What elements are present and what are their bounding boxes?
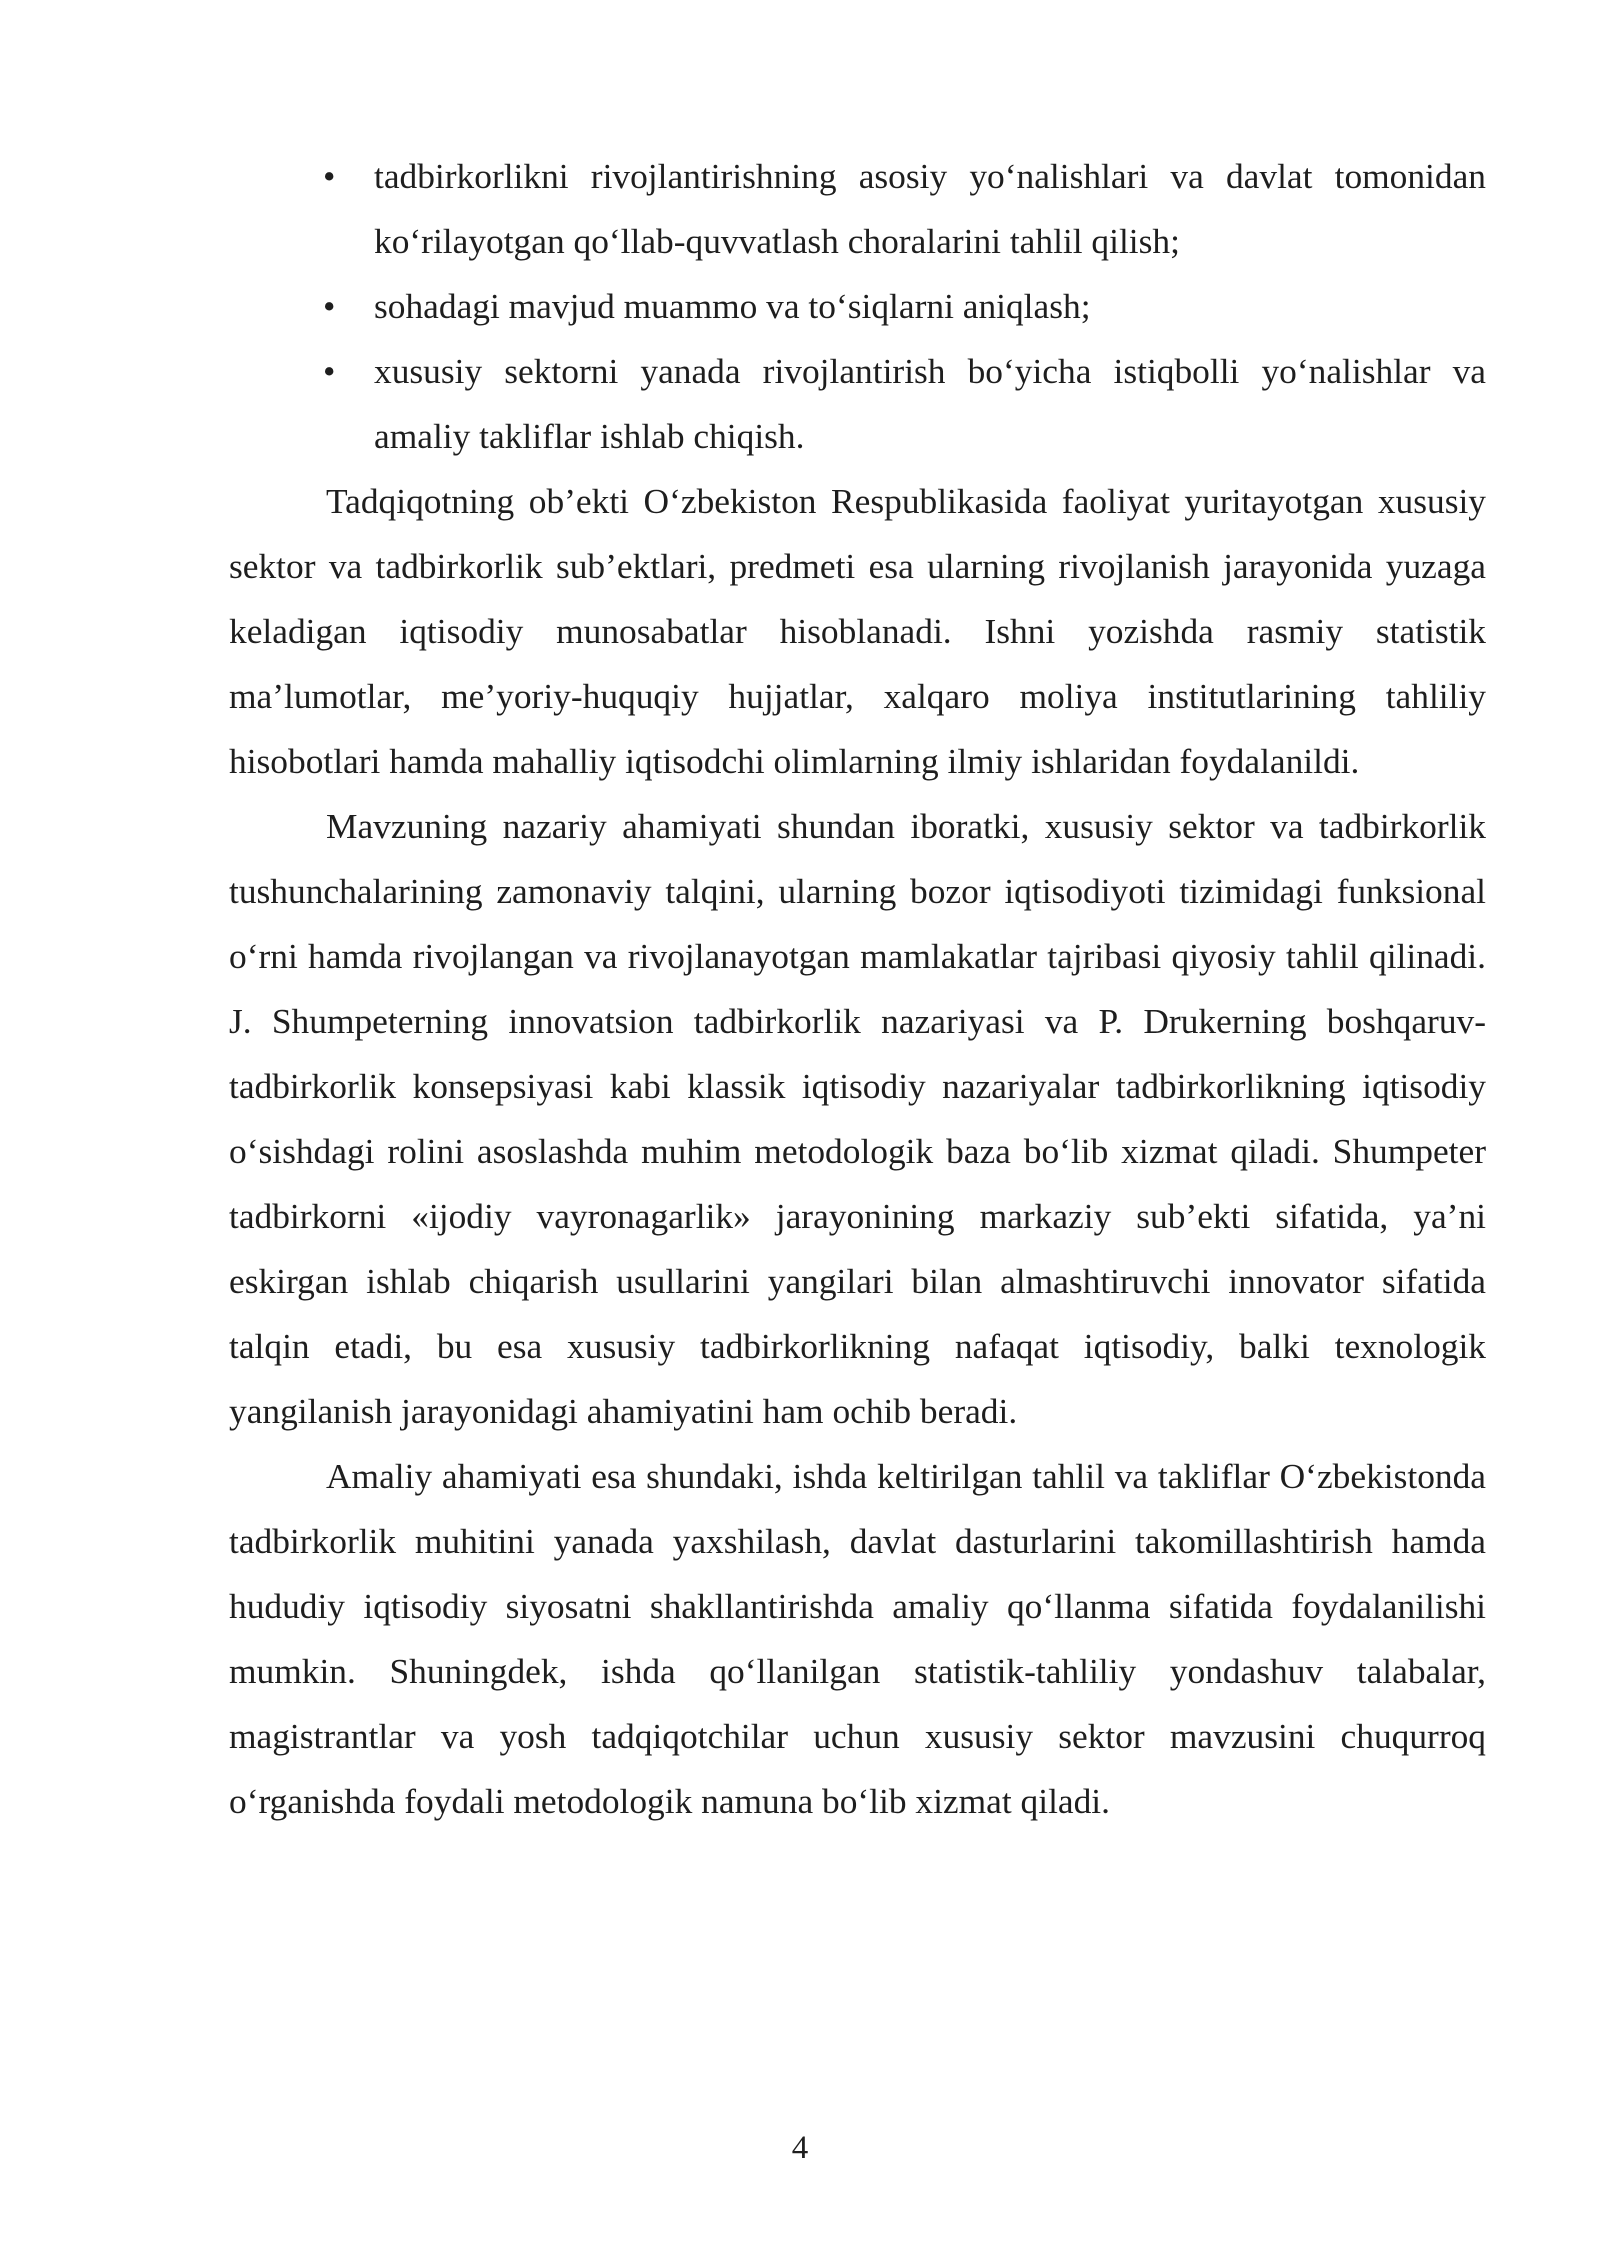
paragraph-research-object: Tadqiqotning ob’ekti O‘zbekiston Respublikasida faoliyat yuritayotgan xususiy sektor va tadbirkorlik sub’ektlari, predmeti esa ularning rivojlanish jarayonida yuzaga keladigan iqtisodiy munosabatlar hisoblanadi. Ishni yozishda rasmiy statistik ma’lumotlar, me’yoriy-huquqiy hujjatlar, xalqaro moliya institutlarining tahliliy hisobotlari hamda mahalliy iqtisodchi olimlarning ilmiy ishlaridan foydalanildi. [229,481,1486,781]
list-item [229,274,1486,339]
list-item-text: xususiy sektorni yanada rivojlantirish bo‘yicha istiqbolli yo‘nalishlar va amaliy takliflar ishlab chiqish. [374,351,1486,456]
bullet-icon: • [323,351,336,391]
list-item-text: tadbirkorlikni rivojlantirishning asosiy yo‘nalishlari va davlat tomonidan ko‘rilayotgan qo‘llab-quvvatlash choralarini tahlil qilish; [374,156,1486,261]
page-body [229,144,1486,1834]
list-item [229,339,1486,469]
objectives-list [229,144,1486,469]
list-item [229,144,1486,274]
paragraph-theoretical-significance: Mavzuning nazariy ahamiyati shundan iboratki, xususiy sektor va tadbirkorlik tushunchalarining zamonaviy talqini, ularning bozor iqtisodiyoti tizimidagi funksional o‘rni hamda rivojlangan va rivojlanayotgan mamlakatlar tajribasi qiyosiy tahlil qilinadi. J. Shumpeterning innovatsion tadbirkorlik nazariyasi va P. Drukerning boshqaruv-tadbirkorlik konsepsiyasi kabi klassik iqtisodiy nazariyalar tadbirkorlikning iqtisodiy o‘sishdagi rolini asoslashda muhim metodologik baza bo‘lib xizmat qiladi. Shumpeter tadbirkorni «ijodiy vayronagarlik» jarayonining markaziy sub’ekti sifatida, ya’ni eskirgan ishlab chiqarish usullarini yangilari bilan almashtiruvchi innovator sifatida talqin etadi, bu esa xususiy tadbirkorlikning nafaqat iqtisodiy, balki texnologik yangilanish jarayonidagi ahamiyatini ham ochib beradi. [229,806,1486,1431]
list-item-text: sohadagi mavjud muammo va to‘siqlarni aniqlash; [374,286,1091,326]
page-number: 4 [791,2130,809,2166]
bullet-icon: • [323,286,336,326]
paragraph-practical-significance: Amaliy ahamiyati esa shundaki, ishda keltirilgan tahlil va takliflar O‘zbekistonda tadbirkorlik muhitini yanada yaxshilash, davlat dasturlarini takomillashtirish hamda hududiy iqtisodiy siyosatni shakllantirishda amaliy qo‘llanma sifatida foydalanilishi mumkin. Shuningdek, ishda qo‘llanilgan statistik-tahliliy yondashuv talabalar, magistrantlar va yosh tadqiqotchilar uchun xususiy sektor mavzusini chuqurroq o‘rganishda foydali metodologik namuna bo‘lib xizmat qiladi. [229,1456,1486,1821]
bullet-icon: • [323,156,336,196]
